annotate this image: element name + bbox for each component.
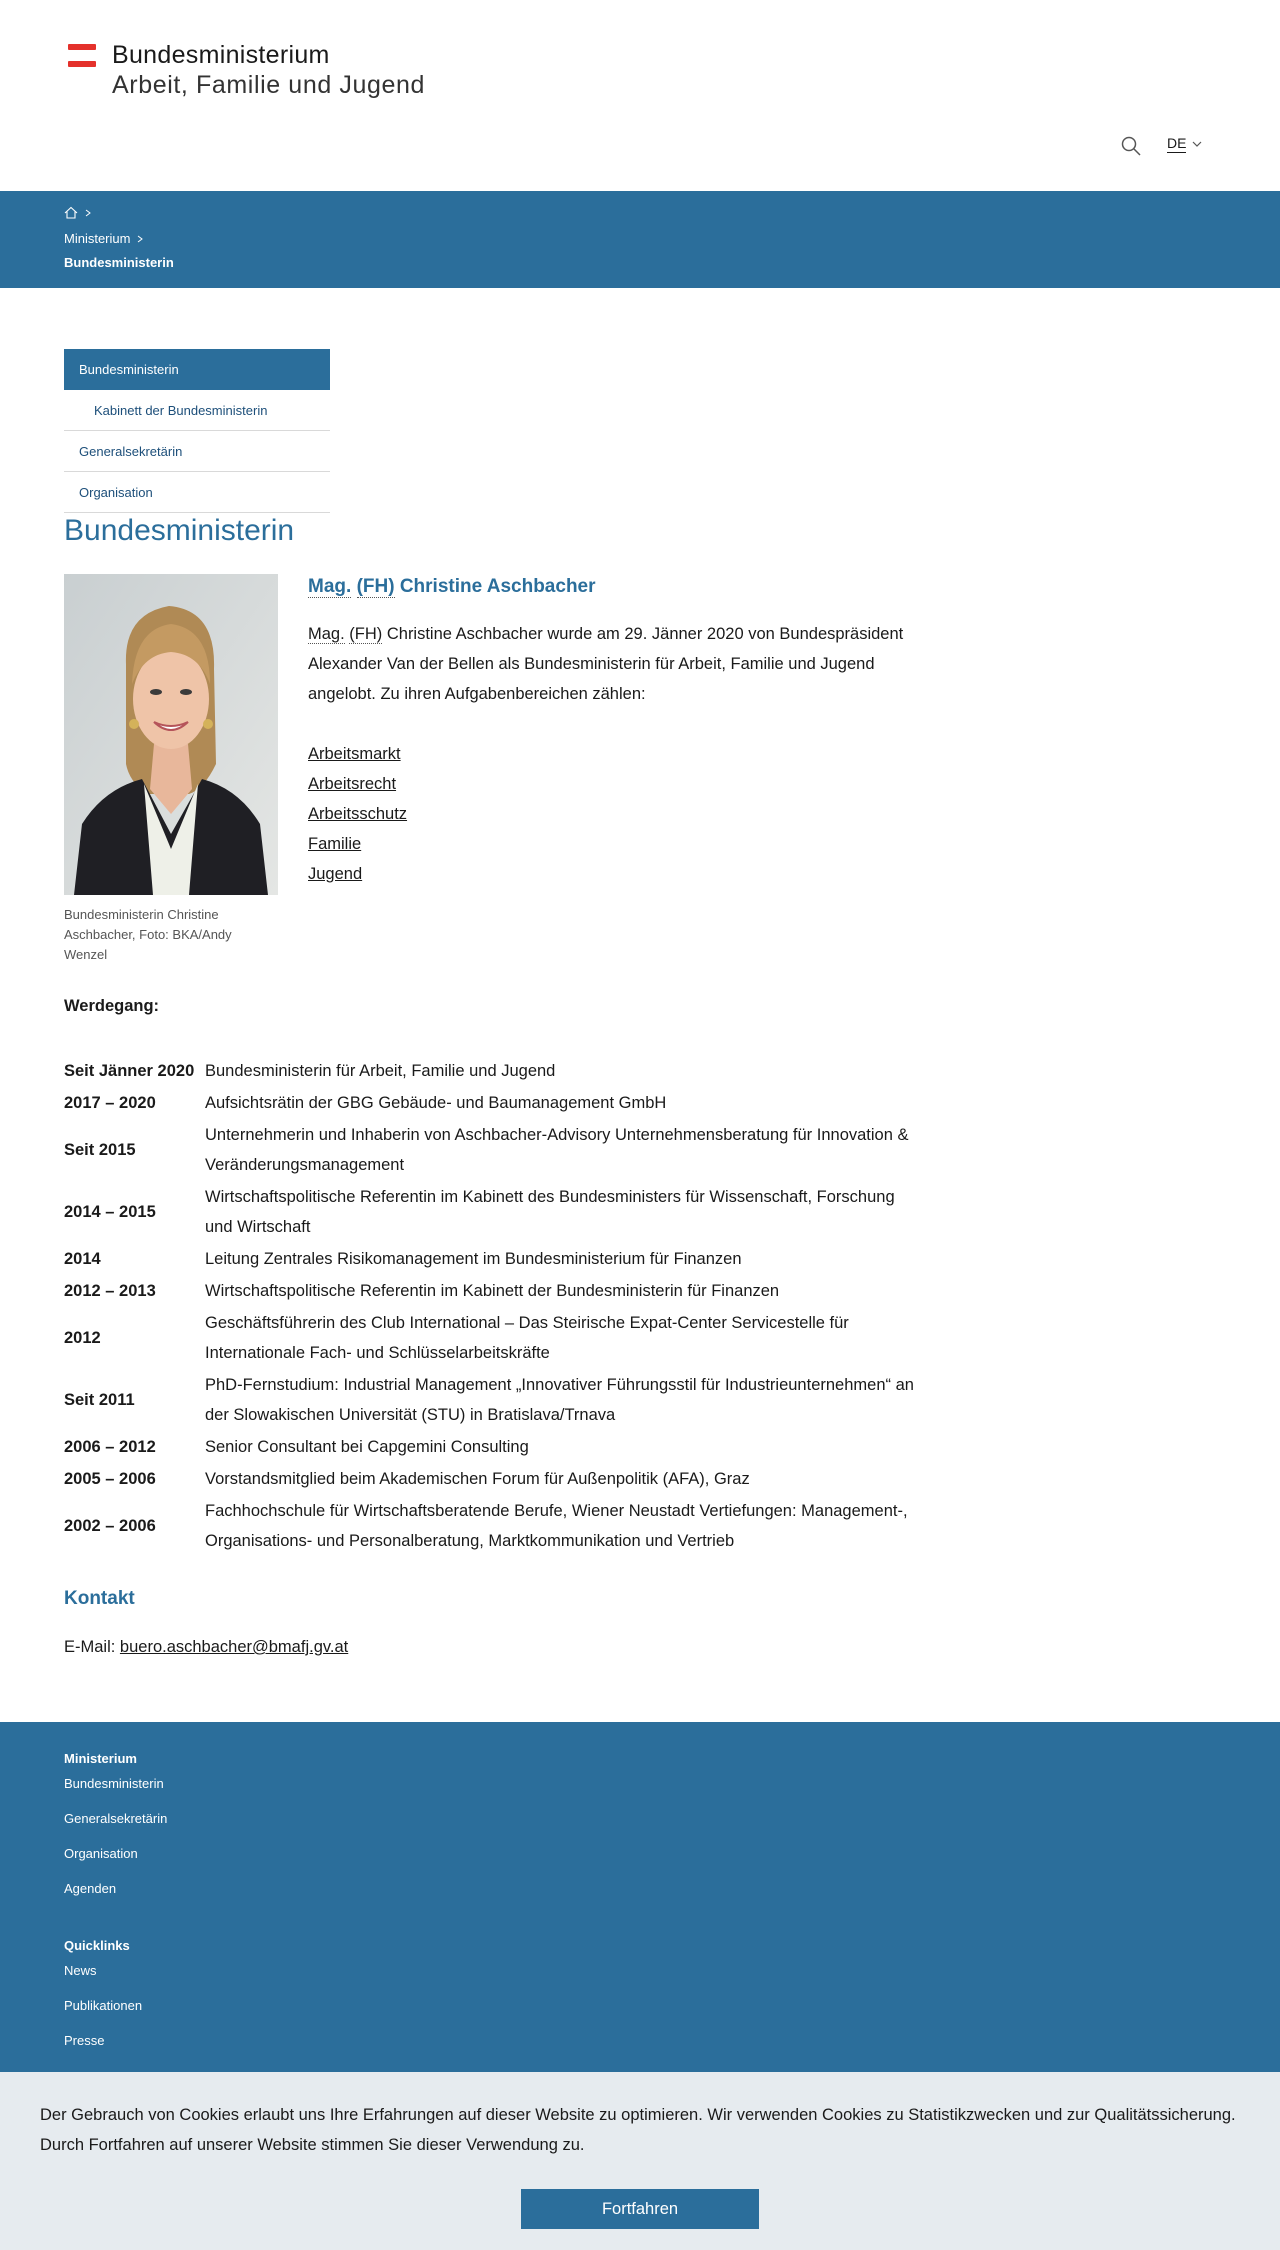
cookie-banner bbox=[0, 2072, 1280, 2250]
chevron-down-icon bbox=[1192, 139, 1202, 149]
table-row bbox=[64, 1463, 924, 1495]
breadcrumb bbox=[0, 191, 1280, 288]
site-footer bbox=[0, 1722, 1280, 2072]
topic-link-familie[interactable]: Familie bbox=[308, 835, 362, 853]
intro-text: Christine Aschbacher wurde am 29. Jänner 2020 von Bundespräsident Alexander Van der Bellen als Bundesministerin für Arbeit, Familie und Jugend angelobt. Zu ihren Aufgabenbereichen zählen: bbox=[308, 625, 904, 703]
kontakt-heading: Kontakt bbox=[64, 1588, 135, 1609]
career-year: 2014 bbox=[64, 1250, 101, 1268]
chevron-right-icon bbox=[84, 209, 92, 217]
title-abbr-fh: (FH) bbox=[349, 625, 383, 643]
career-text: Vorstandsmitglied beim Akademischen Forum für Außenpolitik (AFA), Graz bbox=[205, 1470, 750, 1488]
career-text: Senior Consultant bei Capgemini Consulting bbox=[205, 1438, 529, 1456]
topic-link-arbeitsmarkt[interactable]: Arbeitsmarkt bbox=[308, 745, 401, 763]
career-year: 2005 – 2006 bbox=[64, 1470, 156, 1488]
footer-link-news[interactable]: News bbox=[64, 1963, 97, 1978]
page-title: Bundesministerin bbox=[64, 514, 295, 547]
email-label: E-Mail: bbox=[64, 1638, 120, 1656]
minister-name bbox=[308, 576, 596, 598]
table-row bbox=[64, 1181, 924, 1243]
career-text: Unternehmerin und Inhaberin von Aschbacher-Advisory Unternehmensberatung für Innovation & Veränderungsmanagement bbox=[205, 1126, 909, 1174]
career-year: Seit 2011 bbox=[64, 1391, 135, 1409]
table-row bbox=[64, 1243, 924, 1275]
intro-paragraph bbox=[308, 619, 908, 709]
table-row bbox=[64, 1369, 924, 1431]
career-year: 2017 – 2020 bbox=[64, 1094, 156, 1112]
cookie-text: Der Gebrauch von Cookies erlaubt uns Ihre Erfahrungen auf dieser Website zu optimieren. Wir verwenden Cookies zu Statistikzwecken und zur Qualitätssicherung. Durch Fortfahren auf unserer Website stimmen Sie dieser Verwendung zu. bbox=[40, 2106, 1236, 2154]
title-abbr-mag: Mag. bbox=[308, 576, 352, 597]
footer-link-generalsekretaerin[interactable]: Generalsekretärin bbox=[64, 1811, 168, 1826]
topic-link-arbeitsschutz[interactable]: Arbeitsschutz bbox=[308, 805, 408, 823]
email-line bbox=[64, 1632, 348, 1662]
footer-heading-ministerium: Ministerium bbox=[64, 1751, 137, 1766]
site-header bbox=[0, 0, 1280, 191]
career-text: Geschäftsführerin des Club International – Das Steirische Expat-Center Servicestelle für Internationale Fach- und Schlüsselarbeitskräfte bbox=[205, 1314, 849, 1362]
career-year: 2012 – 2013 bbox=[64, 1282, 156, 1300]
cookie-accept-button[interactable]: Fortfahren bbox=[521, 2189, 759, 2229]
career-text: Aufsichtsrätin der GBG Gebäude- und Baumanagement GmbH bbox=[205, 1094, 667, 1112]
career-text: PhD-Fernstudium: Industrial Management „Innovativer Führungsstil für Industrieunternehmen“ an der Slowakischen Universität (STU) in Bratislava/Trnava bbox=[205, 1376, 914, 1424]
logo-line-2: Arbeit, Familie und Jugend bbox=[112, 71, 425, 99]
chevron-right-icon bbox=[136, 235, 144, 243]
table-row bbox=[64, 1087, 924, 1119]
portrait-caption: Bundesministerin Christine Aschbacher, Foto: BKA/Andy Wenzel bbox=[64, 907, 232, 962]
breadcrumb-home[interactable] bbox=[64, 206, 92, 219]
breadcrumb-current: Bundesministerin bbox=[64, 255, 174, 270]
home-icon bbox=[64, 206, 78, 219]
subnav-item-bundesministerin[interactable]: Bundesministerin bbox=[64, 349, 330, 390]
subnav-item-kabinett[interactable]: Kabinett der Bundesministerin bbox=[64, 390, 330, 431]
topic-link-arbeitsrecht[interactable]: Arbeitsrecht bbox=[308, 775, 397, 793]
career-table bbox=[64, 1055, 924, 1557]
werdegang-heading: Werdegang: bbox=[64, 997, 160, 1015]
career-text: Bundesministerin für Arbeit, Familie und Jugend bbox=[205, 1062, 556, 1080]
footer-link-publikationen[interactable]: Publikationen bbox=[64, 1998, 143, 2013]
career-text: Wirtschaftspolitische Referentin im Kabinett des Bundesministers für Wissenschaft, Forschung und Wirtschaft bbox=[205, 1188, 895, 1236]
footer-link-organisation[interactable]: Organisation bbox=[64, 1846, 138, 1861]
table-row bbox=[64, 1275, 924, 1307]
section-subnav bbox=[64, 349, 330, 513]
table-row bbox=[64, 1119, 924, 1181]
topic-link-jugend[interactable]: Jugend bbox=[308, 865, 363, 883]
table-row bbox=[64, 1495, 924, 1557]
title-abbr-fh: (FH) bbox=[356, 576, 395, 597]
career-year: 2014 – 2015 bbox=[64, 1203, 156, 1221]
topic-links bbox=[308, 739, 407, 889]
minister-portrait bbox=[64, 574, 278, 895]
breadcrumb-item-ministerium[interactable] bbox=[64, 231, 144, 246]
language-code: DE bbox=[1167, 135, 1187, 151]
career-year: 2002 – 2006 bbox=[64, 1517, 156, 1535]
footer-heading-quicklinks: Quicklinks bbox=[64, 1938, 130, 1953]
email-link[interactable]: buero.aschbacher@bmafj.gv.at bbox=[119, 1638, 349, 1656]
career-year: 2006 – 2012 bbox=[64, 1438, 156, 1456]
table-row bbox=[64, 1055, 924, 1087]
career-text: Wirtschaftspolitische Referentin im Kabinett der Bundesministerin für Finanzen bbox=[205, 1282, 780, 1300]
minister-name-rest: Christine Aschbacher bbox=[394, 576, 596, 597]
footer-link-bundesministerin[interactable]: Bundesministerin bbox=[64, 1776, 164, 1791]
career-year: Seit 2015 bbox=[64, 1141, 136, 1159]
ministry-logo[interactable] bbox=[68, 40, 425, 100]
career-year: Seit Jänner 2020 bbox=[64, 1062, 195, 1080]
language-selector[interactable] bbox=[1167, 134, 1202, 153]
footer-link-presse[interactable]: Presse bbox=[64, 2033, 105, 2048]
career-text: Fachhochschule für Wirtschaftsberatende Berufe, Wiener Neustadt Vertiefungen: Management-, Organisations- und Personalberatung, Marktkommunikation und Vertrieb bbox=[205, 1502, 908, 1550]
table-row bbox=[64, 1431, 924, 1463]
footer-link-agenden[interactable]: Agenden bbox=[64, 1881, 117, 1896]
title-abbr-mag: Mag. bbox=[308, 625, 345, 643]
logo-line-1: Bundesministerium bbox=[112, 41, 330, 69]
table-row bbox=[64, 1307, 924, 1369]
career-year: 2012 bbox=[64, 1329, 101, 1347]
subnav-item-generalsekretaerin[interactable]: Generalsekretärin bbox=[64, 431, 330, 472]
breadcrumb-label: Ministerium bbox=[64, 231, 131, 246]
career-text: Leitung Zentrales Risikomanagement im Bundesministerium für Finanzen bbox=[205, 1250, 742, 1268]
austrian-flag-icon bbox=[68, 44, 96, 100]
subnav-item-organisation[interactable]: Organisation bbox=[64, 472, 330, 513]
search-icon[interactable] bbox=[1120, 135, 1142, 157]
